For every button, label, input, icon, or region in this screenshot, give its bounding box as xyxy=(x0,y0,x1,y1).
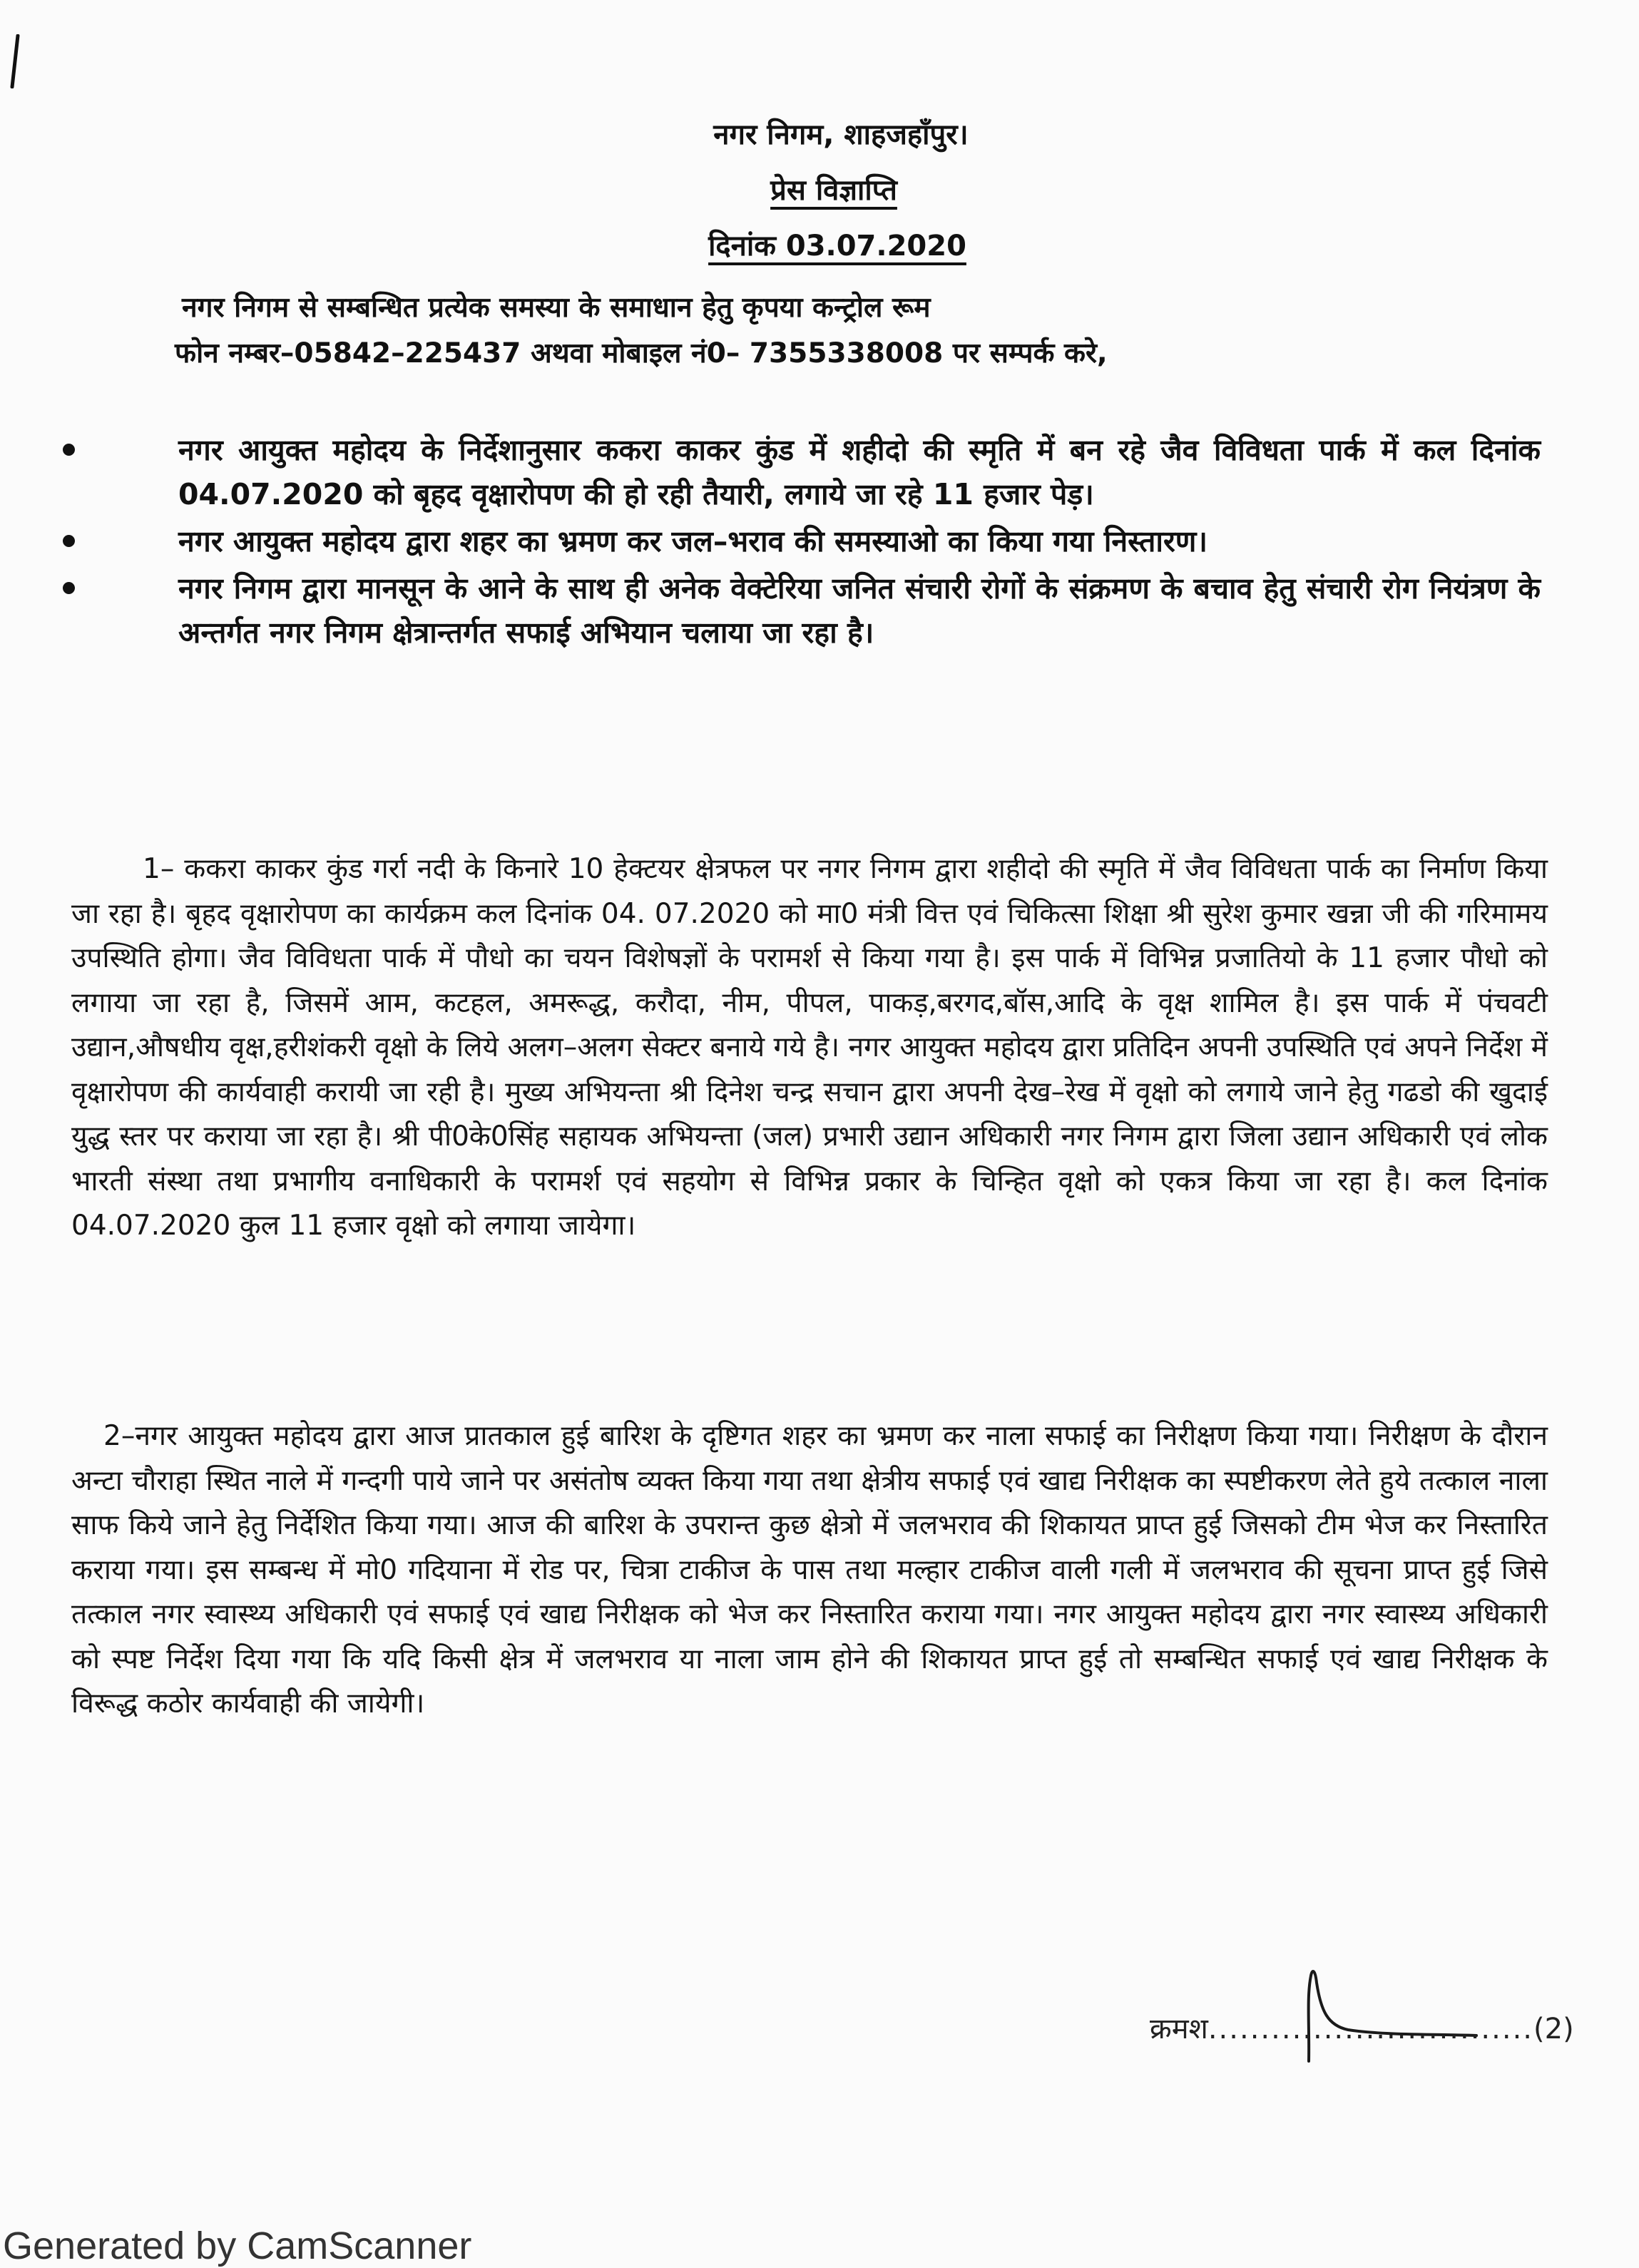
highlight-text: नगर निगम द्वारा मानसून के आने के साथ ही अनेक वेक्टेरिया जनित संचारी रोगों के संक्रमण के बचाव हेतु संचारी रोग नियंत्रण के अन्तर्गत नगर निगम क्षेत्रान्तर्गत सफाई अभियान चलाया जा रहा है। xyxy=(178,571,1541,650)
highlights-list xyxy=(50,428,1541,658)
control-room-contact xyxy=(175,285,1423,377)
bullet-icon xyxy=(63,582,75,594)
organization-title: नगर निगम, शाहजहाँपुर। xyxy=(713,118,969,151)
paragraph-1 xyxy=(71,847,1548,1249)
highlight-item xyxy=(50,428,1541,516)
bullet-icon xyxy=(63,535,75,547)
continued-dots: ............................... xyxy=(1207,2013,1534,2045)
contact-line-1: नगर निगम से सम्बन्धित प्रत्येक समस्या के समाधान हेतु कृपया कन्ट्रोल रूम xyxy=(182,292,931,324)
page-marker: (2) xyxy=(1533,2013,1574,2045)
highlight-text: नगर आयुक्त महोदय के निर्देशानुसार ककरा काकर कुंड में शहीदो की स्मृति में बन रहे जैव विविधता पार्क में कल दिनांक 04.07.2020 को बृहद वृक्षारोपण की हो रही तैयारी, लगाये जा रहे 11 हजार पेड़। xyxy=(178,433,1541,511)
paragraph-number: 1– xyxy=(143,853,175,885)
highlight-item xyxy=(50,566,1541,655)
highlight-text: नगर आयुक्त महोदय द्वारा शहर का भ्रमण कर जल–भराव की समस्याओ का किया गया निस्तारण। xyxy=(178,524,1207,558)
paragraph-text: नगर आयुक्त महोदय द्वारा आज प्रातकाल हुई बारिश के दृष्टिगत शहर का भ्रमण कर नाला सफाई का निरीक्षण किया गया। निरीक्षण के दौरान अन्टा चौराहा स्थित नाले में गन्दगी पाये जाने पर असंतोष व्यक्त किया गया तथा क्षेत्रीय सफाई एवं खाद्य निरीक्षक का स्पष्टीकरण लेते हुये तत्काल नाला साफ किये जाने हेतु निर्देशित किया गया। आज की बारिश के उपरान्त कुछ क्षेत्रो में जलभराव की शिकायत प्राप्त हुई जिसको टीम भेज कर निस्तारित कराया गया। इस सम्बन्ध में मो0 गदियाना में रोड पर, चित्रा टाकीज के पास तथा मल्हार टाकीज वाली गली में जलभराव की सूचना प्राप्त हुई जिसे तत्काल नगर स्वास्थ्य अधिकारी एवं सफाई एवं खाद्य निरीक्षक को भेज कर निस्तारित कराया गया। नगर आयुक्त महोदय द्वारा नगर स्वास्थ्य अधिकारी को स्पष्ट निर्देश दिया गया कि यदि किसी क्षेत्र में जलभराव या नाला जाम होने की शिकायत प्राप्त हुई तो सम्बन्धित सफाई एवं खाद्य निरीक्षक के विरूद्ध कठोर कार्यवाही की जायेगी। xyxy=(71,1420,1548,1720)
paragraph-number: 2– xyxy=(103,1420,136,1452)
press-release-title: प्रेस विज्ञाप्ति xyxy=(770,174,897,207)
bullet-icon xyxy=(63,444,75,456)
release-date: दिनांक 03.07.2020 xyxy=(708,230,966,262)
continued-label: क्रमश xyxy=(1150,2013,1208,2045)
paragraph-2 xyxy=(71,1414,1548,1727)
document-header xyxy=(0,107,1639,274)
contact-line-2: फोन नम्बर–05842–225437 अथवा मोबाइल नं0– 7355338008 पर सम्पर्क करे, xyxy=(175,337,1108,369)
margin-pen-mark xyxy=(10,34,20,88)
continued-marker xyxy=(1150,2008,1574,2047)
highlight-item xyxy=(50,519,1541,563)
scanner-watermark: Generated by CamScanner xyxy=(3,2224,472,2267)
paragraph-text: ककरा काकर कुंड गर्रा नदी के किनारे 10 हेक्टयर क्षेत्रफल पर नगर निगम द्वारा शहीदो की स्मृति में जैव विविधता पार्क का निर्माण किया जा रहा है। बृहद वृक्षारोपण का कार्यक्रम कल दिनांक 04. 07.2020 को मा0 मंत्री वित्त एवं चिकित्सा शिक्षा श्री सुरेश कुमार खन्ना जी की गरिमामय उपस्थिति होगा। जैव विविधता पार्क में पौधो का चयन विशेषज्ञों के परामर्श से किया गया है। इस पार्क में विभिन्न प्रजातियो के 11 हजार पौधो को लगाया जा रहा है, जिसमें आम, कटहल, अमरूद्ध, करौदा, नीम, पीपल, पाकड़,बरगद,बॉस,आदि के वृक्ष शामिल है। इस पार्क में पंचवटी उद्यान,औषधीय वृक्ष,हरीशंकरी वृक्षो के लिये अलग–अलग सेक्टर बनाये गये है। नगर आयुक्त महोदय द्वारा प्रतिदिन अपनी उपस्थिति एवं अपने निर्देश में वृक्षारोपण की कार्यवाही करायी जा रही है। मुख्य अभियन्ता श्री दिनेश चन्द्र सचान द्वारा अपनी देख–रेख में वृक्षो को लगाये जाने हेतु गढडो की खुदाई युद्ध स्तर पर कराया जा रहा है। श्री पी0के0सिंह सहायक अभियन्ता (जल) प्रभारी उद्यान अधिकारी नगर निगम द्वारा जिला उद्यान अधिकारी एवं लोक भारती संस्था तथा प्रभागीय वनाधिकारी के परामर्श एवं सहयोग से विभिन्न प्रकार के चिन्हित वृक्षो को एकत्र किया जा रहा है। कल दिनांक 04.07.2020 कुल 11 हजार वृक्षो को लगाया जायेगा। xyxy=(71,853,1548,1242)
